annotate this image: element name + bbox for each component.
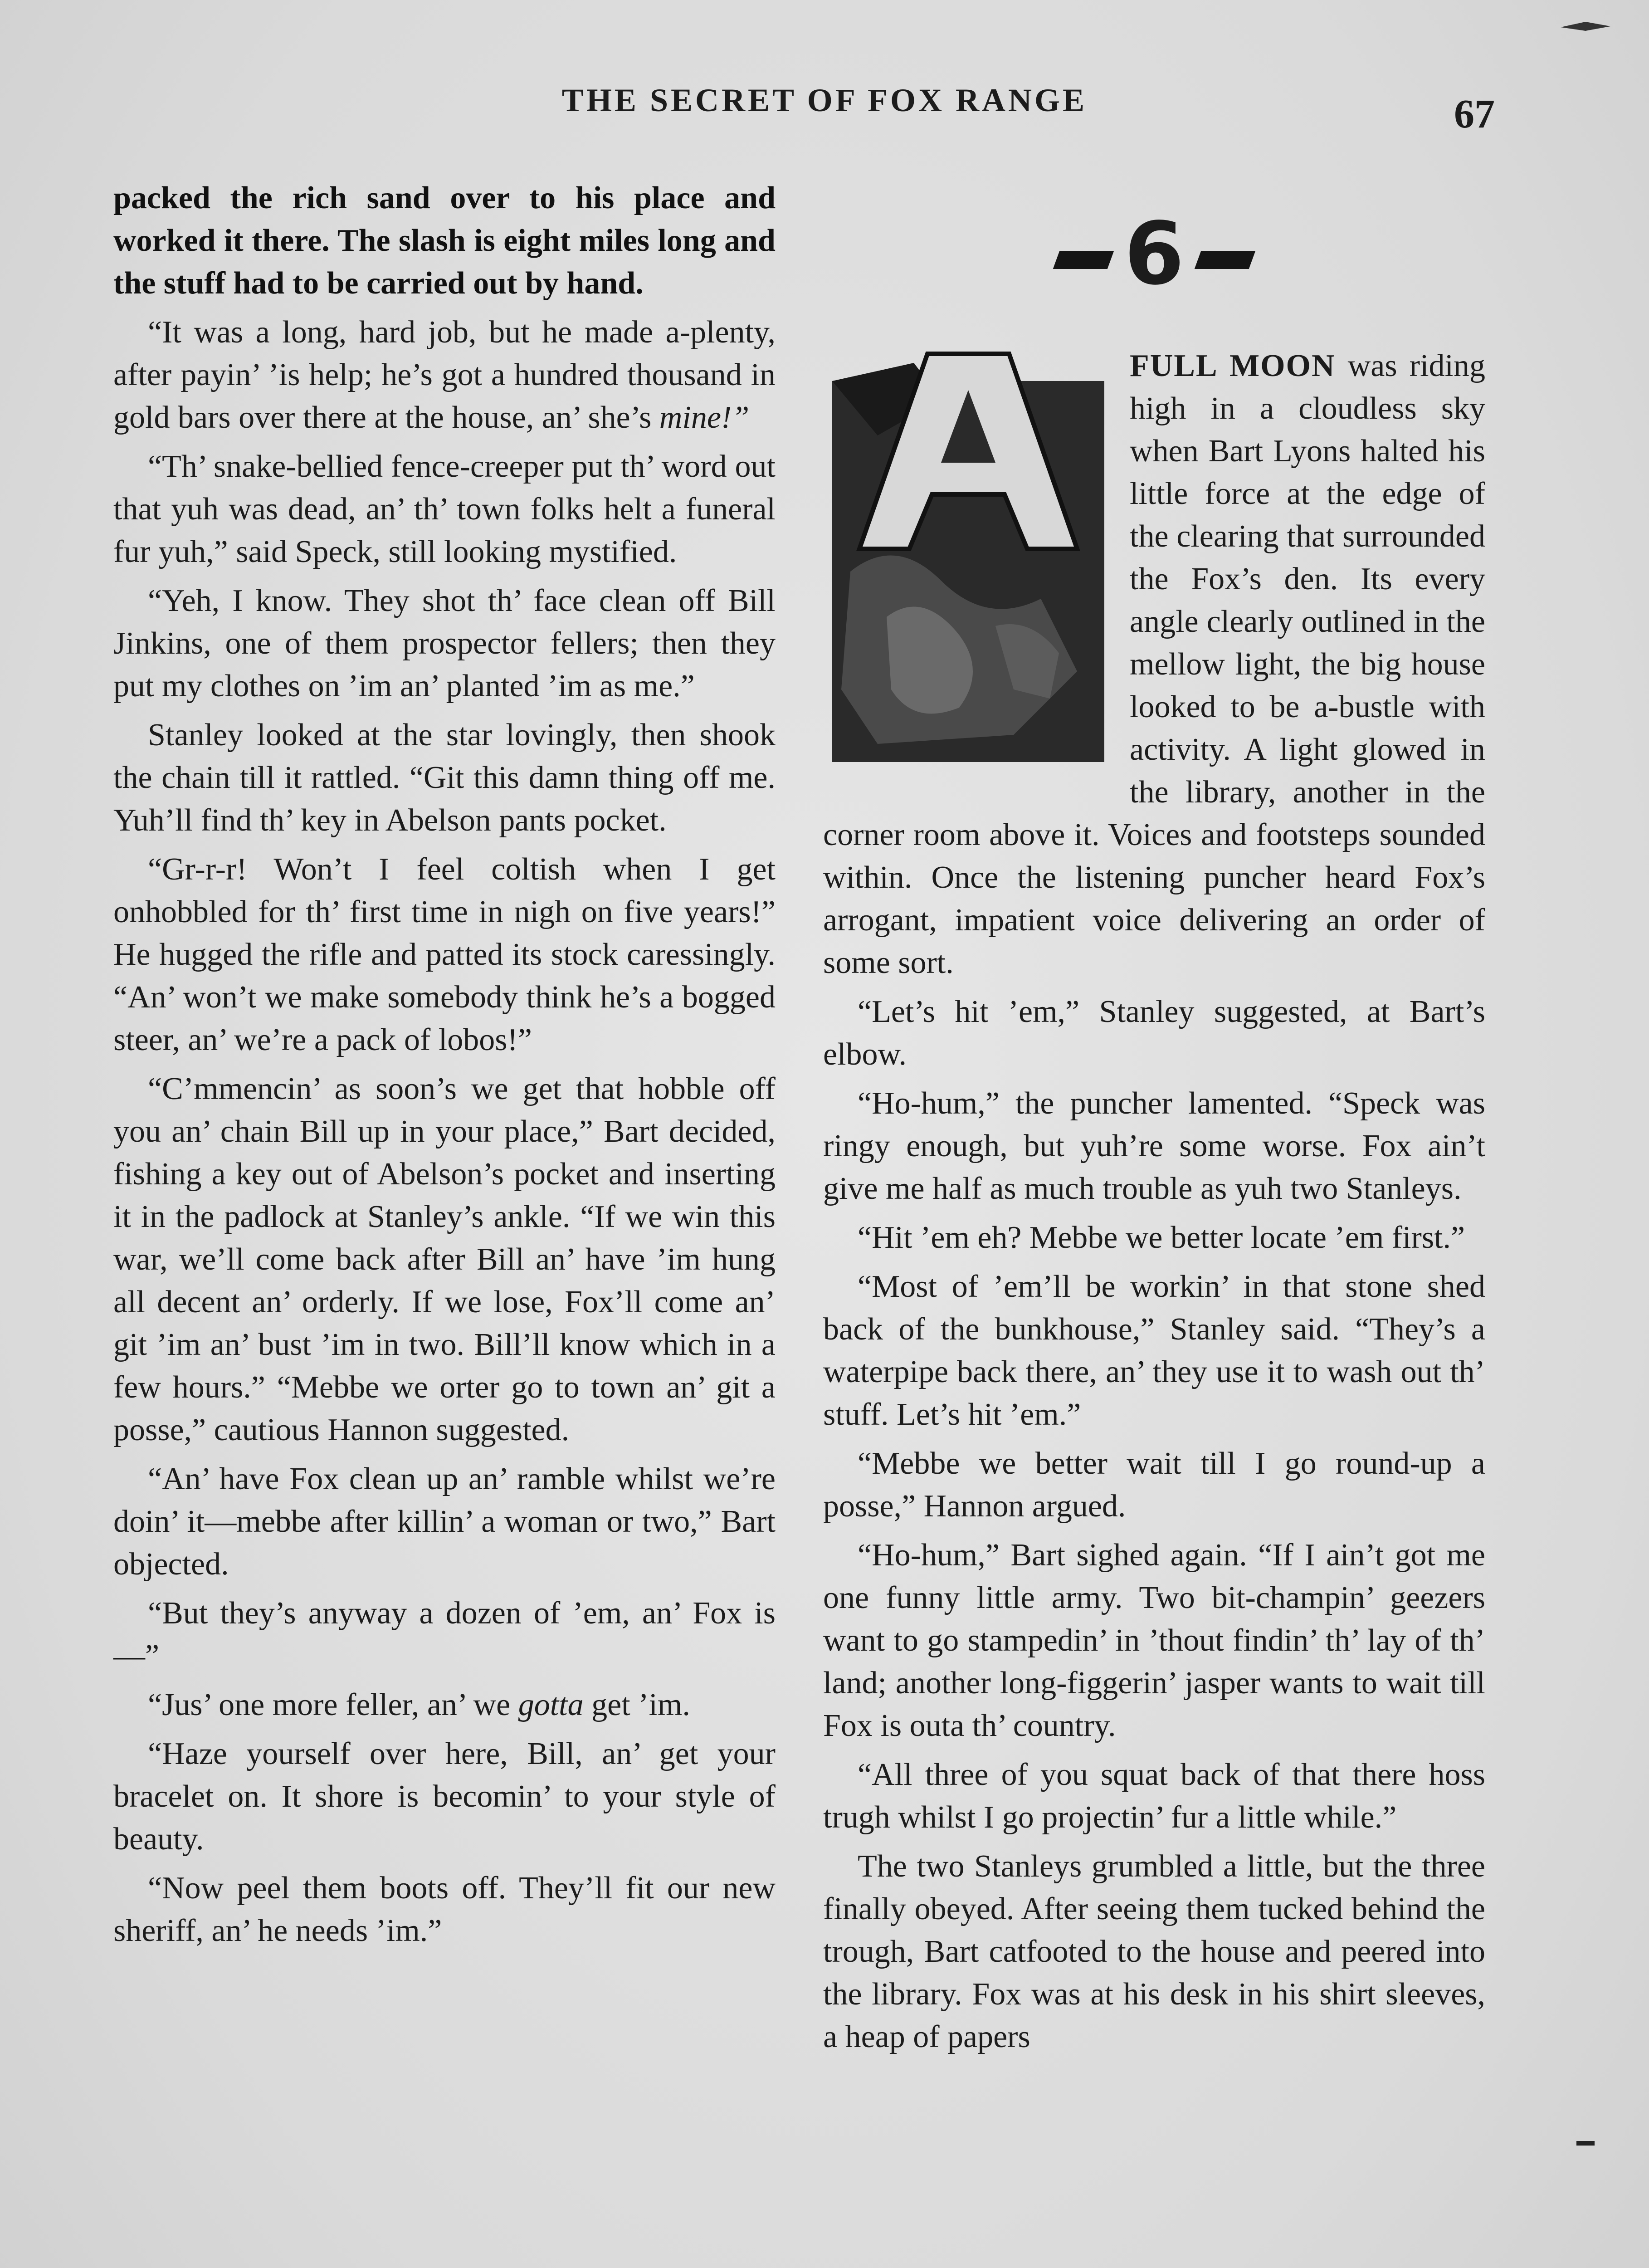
chapter-dash-right <box>1195 251 1256 269</box>
left-column <box>113 177 776 1959</box>
paragraph: “Let’s hit ’em,” Stanley suggested, at Bart’s elbow. <box>823 994 1485 1072</box>
chapter-dash-left <box>1053 251 1114 269</box>
paragraph: “Ho-hum,” Bart sighed again. “If I ain’t got me one funny little army. Two bit-champin’ geezers want to go stampedin’ in ’thout findin’ th’ lay of th’ land; another long-figgerin’ jasper wants to wait till Fox is outa th’ country. <box>823 1538 1485 1743</box>
paragraph: “C’mmencin’ as soon’s we get that hobble off you an’ chain Bill up in your place,” Bart decided, fishing a key out of Abelson’s pocket and inserting it in the padlock at Stanley’s ankle. “If we win this war, we’ll come back after Bill an’ have ’im hung all decent an’ orderly. If we lose, Fox’ll come an’ git ’im an’ bust ’im in two. Bill’ll know which in a few hours.” “Mebbe we orter go to town an’ git a posse,” cautious Hannon suggested. <box>113 1071 776 1447</box>
margin-mark <box>1576 2141 1595 2146</box>
page-number: 67 <box>1454 92 1495 137</box>
chapter-number: 6 <box>1124 204 1185 304</box>
paragraph-text: “Jus’ one more feller, an’ we <box>148 1687 511 1722</box>
paragraph: “Most of ’em’ll be workin’ in that stone shed back of the bunkhouse,” Stanley said. “They’s a waterpipe back there, an’ they use it to wash out th’ stuff. Let’s hit ’em.” <box>823 1269 1485 1432</box>
paragraph-text: get ’im. <box>591 1687 690 1722</box>
running-head: THE SECRET OF FOX RANGE <box>561 82 1088 118</box>
paragraph: “Now peel them boots off. They’ll fit our new sheriff, an’ he needs ’im.” <box>113 1871 776 1948</box>
paragraph-text: “It was a long, hard job, but he made a-plenty, after payin’ ’is help; he’s got a hundred thousand in gold bars over there at the house, an’ she’s <box>113 315 776 435</box>
dropcap-illustration <box>823 345 1113 771</box>
paragraph: The two Stanleys grumbled a little, but the three finally obeyed. After seeing them tucked behind the trough, Bart catfooted to the house and peered into the library. Fox was at his desk in his shirt sleeves, a heap of papers <box>823 1849 1485 2054</box>
opening-text: was riding high in a cloudless sky when Bart Lyons halted his little force at the edge of the clearing that surrounded the Fox’s den. Its every angle clearly outlined in the mellow light, the big house looked to be a-bustle with activity. A light glowed in the library, another in the corner room above it. Voices and footsteps sounded within. Once the listening puncher heard Fox’s arrogant, impatient voice delivering an order of some sort. <box>823 348 1485 980</box>
chapter-heading <box>823 204 1485 304</box>
paragraph: “Th’ snake-bellied fence-creeper put th’ word out that yuh was dead, an’ th’ town folks helt a funeral fur yuh,” said Speck, still looking mystified. <box>113 449 776 569</box>
paragraph: “Yeh, I know. They shot th’ face clean off Bill Jinkins, one of them prospector fellers; then they put my clothes on ’im an’ planted ’im as me.” <box>113 583 776 704</box>
italic-word: gotta <box>518 1687 584 1722</box>
opening-caps: FULL MOON <box>1130 348 1336 383</box>
paragraph: packed the rich sand over to his place and worked it there. The slash is eight miles long and the stuff had to be carried out by hand. <box>113 181 776 301</box>
paragraph: “Mebbe we better wait till I go round-up a posse,” Hannon argued. <box>823 1446 1485 1524</box>
paragraph <box>113 1684 776 1726</box>
paragraph: “Ho-hum,” the puncher lamented. “Speck was ringy enough, but yuh’re some worse. Fox ain’t give me half as much trouble as yuh two Stanleys. <box>823 1086 1485 1206</box>
paragraph <box>113 311 776 439</box>
paragraph: “Haze yourself over here, Bill, an’ get your bracelet on. It shore is becomin’ to your style of beauty. <box>113 1736 776 1857</box>
paragraph: “An’ have Fox clean up an’ ramble whilst we’re doin’ it—mebbe after killin’ a woman or two,” Bart objected. <box>113 1461 776 1582</box>
italic-word: mine!” <box>659 400 750 435</box>
paragraph: “Hit ’em eh? Mebbe we better locate ’em first.” <box>858 1220 1465 1255</box>
corner-ink-mark <box>1558 9 1613 36</box>
woodcut-illustration <box>823 345 1113 771</box>
paragraph: “But they’s anyway a dozen of ’em, an’ Fox is—” <box>113 1596 776 1673</box>
right-column <box>823 177 1485 2065</box>
paragraph: Stanley looked at the star lovingly, then shook the chain till it rattled. “Git this damn thing off me. Yuh’ll find th’ key in Abelson pants pocket. <box>113 718 776 838</box>
paragraph: “Gr-r-r! Won’t I feel coltish when I get onhobbled for th’ first time in nigh on five years!” He hugged the rifle and patted its stock caressingly. “An’ won’t we make somebody think he’s a bogged steer, an’ we’re a pack of lobos!” <box>113 852 776 1057</box>
paragraph: “All three of you squat back of that there hoss trugh whilst I go projectin’ fur a little while.” <box>823 1757 1485 1835</box>
